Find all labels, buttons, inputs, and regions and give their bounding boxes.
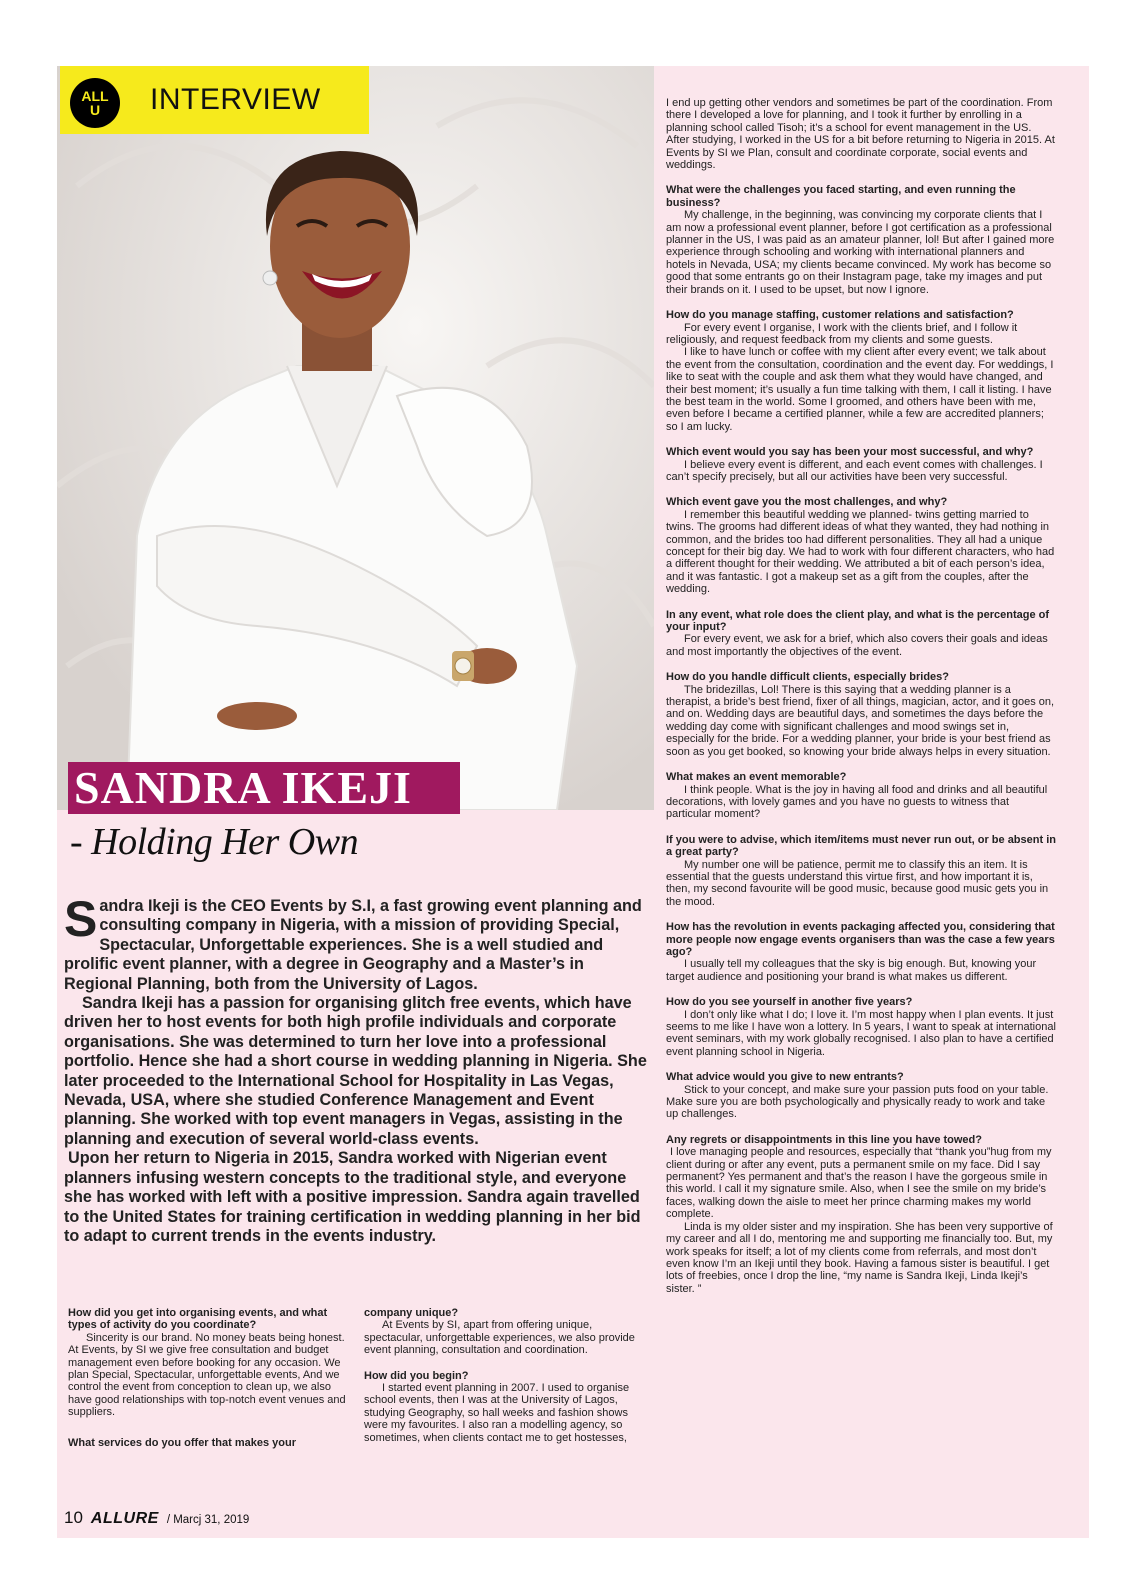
answer: My number one will be patience, permit me to classify this an item. It is essential that the guests understand this virtue first, and how important it is, then, my second favourite will be good music, because good music gets you in the mood. xyxy=(666,858,1049,908)
answer: For every event, we ask for a brief, which also covers their goals and ideas and most importantly the objectives of the event. xyxy=(666,633,1048,658)
question: Any regrets or disappointments in this line you have towed? xyxy=(666,1133,982,1146)
page-footer xyxy=(64,1508,249,1528)
column-right xyxy=(666,97,1056,1295)
answer: I started event planning in 2007. I used to organise school events, then I was at the University of Lagos, studying Geography, so hall weeks and fashion shows were my favourites. I also ran a modelling agency, so sometimes, when clients contact me to get hostesses, xyxy=(364,1382,630,1444)
article-intro xyxy=(64,891,649,1246)
article-title: SANDRA IKEJI xyxy=(74,762,412,813)
answer: I remember this beautiful wedding we planned- twins getting married to twins. The grooms had different ideas of what they wanted, they had nothing in common, and the brides too had different personalities. They all had a unique concept for their big day. We had to work with four different characters, who had a different thought for their wedding. We attributed a bit of each person’s idea, and it was fantastic. I got a makeup set as a gift from the couples, after the wedding. xyxy=(666,508,1055,596)
intro-paragraph-2: Sandra Ikeji has a passion for organising glitch free events, which have driven her to host events for both high profile individuals and corporate organisations. She was determined to turn her love into a professional portfolio. Hence she had a short course in wedding planning in Nigeria. She later proceeded to the International School for Hospitality in Las Vegas, Nevada, USA, where she studied Conference Management and Event planning. She worked with top event managers in Vegas, assisting in the planning and execution of several world-class events. xyxy=(64,994,647,1148)
magazine-name: ALLURE xyxy=(90,1510,159,1527)
drop-cap: S xyxy=(64,891,98,947)
cover-photo xyxy=(57,66,654,810)
column-left xyxy=(68,1307,348,1449)
question: What makes an event memorable? xyxy=(666,771,847,784)
answer: My challenge, in the beginning, was convincing my corporate clients that I am now a professional event planner, before I got certification as a professional planner in the US, I was paid as an amateur planner, lol! But after I gained more experience through schooling and working with international planners and hotels in Nevada, USA; my clients became convinced. My work has become so good that some entrants go on their Instagram page, take my images and put their brands on it. I used to be upset, but now I ignore. xyxy=(666,209,1055,296)
issue-date: / Marcj 31, 2019 xyxy=(166,1514,250,1526)
answer: I usually tell my colleagues that the sky is big enough. But, knowing your target audience and positioning your brand is what makes us different. xyxy=(666,958,1037,983)
answer: I don’t only like what I do; I love it. I’m most happy when I plan events. It just seems to me like I have won a lottery. In 5 years, I want to speak at international event seminars, with my work globally recognised. I also plan to have a certified event planning school in Nigeria. xyxy=(666,1008,1056,1058)
question-continued: company unique? xyxy=(364,1307,459,1319)
question: How do you handle difficult clients, especially brides? xyxy=(666,671,949,684)
answer: At Events by SI, apart from offering unique, spectacular, unforgettable experiences, we also provide event planning, consultation and coordination. xyxy=(364,1319,635,1357)
question: If you were to advise, which item/items must never run out, or be absent in a great party? xyxy=(666,833,1056,859)
question: How did you get into organising events, and what types of activity do you coordinate? xyxy=(68,1307,328,1332)
allure-logo xyxy=(70,78,120,128)
answer-continued: I end up getting other vendors and sometimes be part of the coordination. From there I developed a love for planning, and I took it further by enrolling in a planning school called Tisoh; it’s a school for event management in the US. After studying, I worked in the US for a bit before returning to Nigeria in 2015. At Events by SI we Plan, consult and coordinate corporate, social events and weddings. xyxy=(666,97,1055,172)
question: How has the revolution in events packaging affected you, considering that more people now engage events organisers than was the case a few years ago? xyxy=(666,921,1055,958)
answer: I believe every event is different, and each event comes with challenges. I can’t specify precisely, but all our activities have been very successful. xyxy=(666,458,1043,483)
answer: I love managing people and resources, especially that “thank you”hug from my client during or after any event, puts a permanent smile on my face. Did I say permanent? Yes permanent and that’s the reason I have the gorgeous smile in this world. I call it my signature smile. Also, when I see the smile on my bride’s faces, walking down the aisle to meet her prince charming makes my world complete. xyxy=(666,1146,1052,1221)
question: What services do you offer that makes your xyxy=(68,1436,297,1449)
article-subtitle: - Holding Her Own xyxy=(70,821,359,863)
portrait-illustration xyxy=(57,66,654,810)
column-middle xyxy=(364,1307,644,1444)
answer: I like to have lunch or coffee with my client after every event; we talk about the event from the consultation, coordination and the event day. For weddings, I like to seat with the couple and ask them what they would have changed, and their best moment; it’s usually a fun time talking with them, I call it listing. I have the best team in the world. Some I groomed, and others have been with me, even before I became a certified planner, while a few are accredited planners; so I am lucky. xyxy=(666,346,1054,433)
question: How do you see yourself in another five years? xyxy=(666,996,913,1009)
intro-paragraph-1: andra Ikeji is the CEO Events by S.I, a fast growing event planning and consulting company in Nigeria, with a mission of providing Special, Spectacular, Unforgettable experiences. She is a well studied and prolific event planner, with a degree in Geography and a Master’s in Regional Planning, both from the University of Lagos. xyxy=(64,897,642,993)
question: How did you begin? xyxy=(364,1369,469,1382)
section-label: INTERVIEW xyxy=(150,83,321,116)
question: Which event gave you the most challenges, and why? xyxy=(666,496,948,509)
page-number: 10 xyxy=(64,1508,83,1527)
answer: Linda is my older sister and my inspiration. She has been very supportive of my career and all I do, mentoring me and supporting me financially too. But, my work speaks for itself; a lot of my clients come from referrals, and most don’t even know I’m an Ikeji until they book. Having a famous sister is beautiful. I get lots of freebies, once I drop the line, “my name is Sandra Ikeji, Linda Ikeji’s sister. ” xyxy=(666,1220,1053,1295)
logo-text-top: ALL xyxy=(81,88,109,104)
answer: Stick to your concept, and make sure your passion puts food on your table. Make sure you are both psychologically and physically ready to work and take up challenges. xyxy=(666,1083,1049,1121)
answer: Sincerity is our brand. No money beats being honest. At Events, by SI we give free consultation and budget management even before booking for any occasion. We plan Special, Spectacular, unforgettable events, And we control the event from conception to clean up, we also have good relationships with top-notch event venues and suppliers. xyxy=(68,1331,346,1419)
question: Which event would you say has been your most successful, and why? xyxy=(666,446,1034,459)
answer: For every event I organise, I work with the clients brief, and I follow it religiously, and request feedback from my clients and some guests. xyxy=(666,321,1018,346)
logo-text-bottom: U xyxy=(89,102,101,118)
question: What were the challenges you faced starting, and even running the business? xyxy=(666,184,1016,209)
answer: I think people. What is the joy in having all food and drinks and all beautiful decorations, with lovely games and you have no guests to witness that particular moment? xyxy=(666,783,1048,821)
question: What advice would you give to new entrants? xyxy=(666,1071,904,1084)
question: In any event, what role does the client play, and what is the percentage of your input? xyxy=(666,608,1050,634)
intro-paragraph-3: Upon her return to Nigeria in 2015, Sandra worked with Nigerian event planners infusing western concepts to the traditional style, and everyone she has worked with left with a positive impression. Sandra again travelled to the United States for training certification in wedding planning in her bid to adapt to current trends in the events industry. xyxy=(64,1149,641,1245)
question: How do you manage staffing, customer relations and satisfaction? xyxy=(666,309,1014,322)
answer: The bridezillas, Lol! There is this saying that a wedding planner is a therapist, a bride’s best friend, fixer of all things, magician, actor, and it goes on, and on. Wedding days are beautiful days, and sometimes the days before the wedding day come with significant challenges and mood swings set in, especially for the bride. For a wedding planner, your bride is your best friend as soon as you get booked, so knowing your bride always helps in every situation. xyxy=(666,683,1055,758)
